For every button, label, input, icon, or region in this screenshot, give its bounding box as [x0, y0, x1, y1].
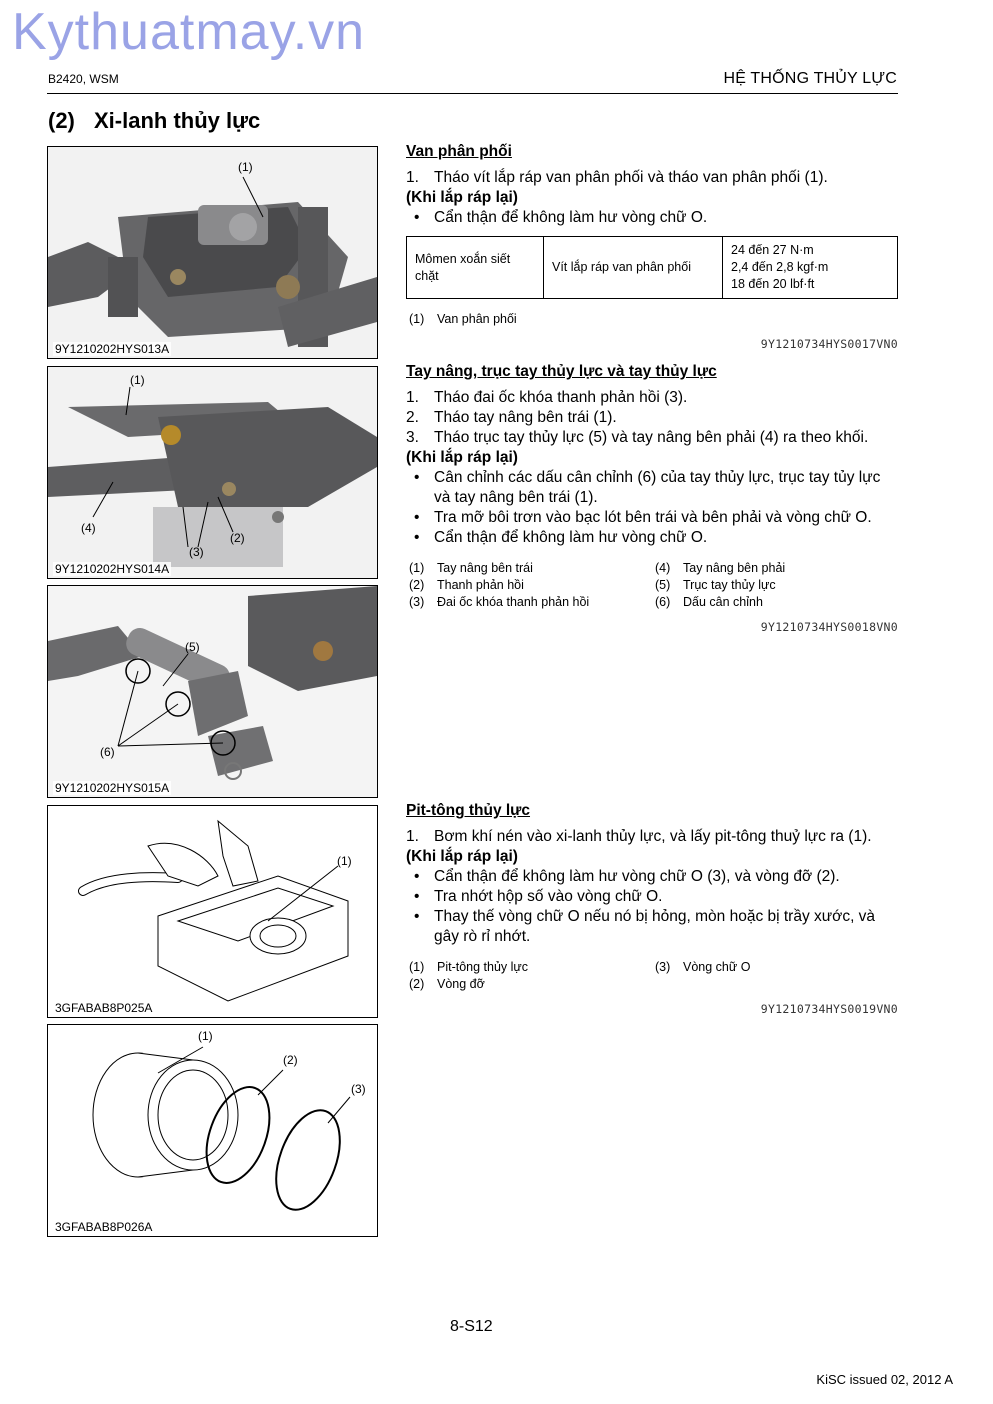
callout-2: (2) [230, 531, 245, 545]
callout-1: (1) [130, 373, 145, 387]
figure-caption: 9Y1210202HYS015A [55, 781, 170, 795]
legend-item: (5) Trục tay thủy lực [655, 578, 776, 592]
reassembly-label: (Khi lắp ráp lại) [406, 189, 518, 206]
legend-item: (1) Pit-tông thủy lực [409, 960, 529, 974]
callout-4: (4) [81, 521, 96, 535]
section-number: (2) [48, 108, 75, 133]
figure-piston-removal [47, 805, 378, 1018]
doc-code: 9Y1210734HYS0017VN0 [760, 337, 898, 351]
block-heading: Tay nâng, trục tay thủy lực và tay thủy lực [406, 363, 717, 380]
header-model: B2420, WSM [48, 72, 119, 86]
section-title [48, 108, 260, 134]
callout-1: (1) [198, 1029, 213, 1043]
note: • Cân chỉnh các dấu cân chỉnh (6) của tay thủy lực, trục tay tủy lực và tay nâng bên trái (1). [414, 469, 881, 506]
step: 3. Tháo trục tay thủy lực (5) và tay nâng bên phải (4) ra theo khối. [406, 429, 869, 446]
note: • Cẩn thận để không làm hư vòng chữ O (3), và vòng đỡ (2). [414, 868, 840, 885]
reassembly-label: (Khi lắp ráp lại) [406, 449, 518, 466]
note: • Cẩn thận để không làm hư vòng chữ O. [414, 209, 708, 226]
legend-item: (2) Thanh phản hồi [409, 578, 524, 592]
callout-3: (3) [351, 1082, 366, 1096]
legend-item: (1) Van phân phối [409, 312, 517, 326]
alignment-illustration [48, 586, 377, 797]
figure-caption: 3GFABAB8P025A [55, 1001, 153, 1015]
note: • Thay thế vòng chữ O nếu nó bị hỏng, mòn hoặc bị trầy xước, và gây rò rỉ nhớt. [414, 908, 876, 945]
block-heading: Van phân phối [406, 143, 512, 160]
callout-1: (1) [337, 854, 352, 868]
lift-arm-illustration [48, 367, 377, 578]
step: 1. Bơm khí nén vào xi-lanh thủy lực, và lấy pit-tông thuỷ lực ra (1). [406, 828, 872, 845]
note: • Cẩn thận để không làm hư vòng chữ O. [414, 529, 708, 546]
piston-parts-illustration [48, 1025, 377, 1236]
legend-item: (3) Vòng chữ O [655, 960, 751, 974]
note: • Tra nhớt hộp số vào vòng chữ O. [414, 888, 663, 905]
callout-2: (2) [283, 1053, 298, 1067]
doc-code: 9Y1210734HYS0018VN0 [760, 620, 898, 634]
callout-3: (3) [189, 545, 204, 559]
reassembly-label: (Khi lắp ráp lại) [406, 848, 518, 865]
step: 2. Tháo tay nâng bên trái (1). [406, 409, 617, 426]
doc-code: 9Y1210734HYS0019VN0 [760, 1002, 898, 1016]
torque-label: Mômen xoắn siết chặt [407, 237, 544, 299]
figure-lift-arm [47, 366, 378, 579]
figure-valve [47, 146, 378, 359]
legend-item: (1) Tay nâng bên trái [409, 561, 533, 575]
figure-alignment [47, 585, 378, 798]
header-chapter: HỆ THỐNG THỦY LỰC [723, 70, 897, 87]
step: 1. Tháo vít lắp ráp van phân phối và tháo van phân phối (1). [406, 169, 828, 186]
legend [406, 560, 898, 611]
block-valve [406, 142, 898, 354]
callout-1: (1) [238, 160, 253, 174]
step: 1. Tháo đai ốc khóa thanh phản hồi (3). [406, 389, 688, 406]
section-title-text: Xi-lanh thủy lực [94, 108, 261, 133]
watermark: Kythuatmay.vn [12, 3, 366, 61]
figure-caption: 3GFABAB8P026A [55, 1220, 153, 1234]
legend-item: (2) Vòng đỡ [409, 977, 485, 991]
block-arm [406, 362, 898, 637]
legend-item: (3) Đai ốc khóa thanh phản hồi [409, 595, 590, 609]
torque-values: 24 đến 27 N·m 2,4 đến 2,8 kgf·m 18 đến 20 lbf·ft [723, 237, 898, 299]
torque-item: Vít lắp ráp van phân phối [544, 237, 723, 299]
legend-item: (6) Dấu cân chỉnh [655, 595, 763, 609]
callout-6: (6) [100, 745, 115, 759]
figure-caption: 9Y1210202HYS014A [55, 562, 170, 576]
block-heading: Pit-tông thủy lực [406, 802, 531, 819]
torque-table [406, 236, 898, 299]
valve-illustration [48, 147, 377, 358]
callout-5: (5) [185, 640, 200, 654]
issue-note: KiSC issued 02, 2012 A [816, 1372, 953, 1387]
page-number: 8-S12 [450, 1318, 493, 1335]
piston-removal-illustration [48, 806, 377, 1017]
header-divider [47, 93, 898, 94]
note: • Tra mỡ bôi trơn vào bạc lót bên trái và bên phải và vòng chữ O. [414, 509, 872, 526]
legend-item: (4) Tay nâng bên phải [655, 561, 786, 575]
legend [406, 959, 898, 993]
block-piston [406, 801, 898, 1019]
figure-caption: 9Y1210202HYS013A [55, 342, 170, 356]
figure-piston-parts [47, 1024, 378, 1237]
legend [406, 311, 898, 328]
